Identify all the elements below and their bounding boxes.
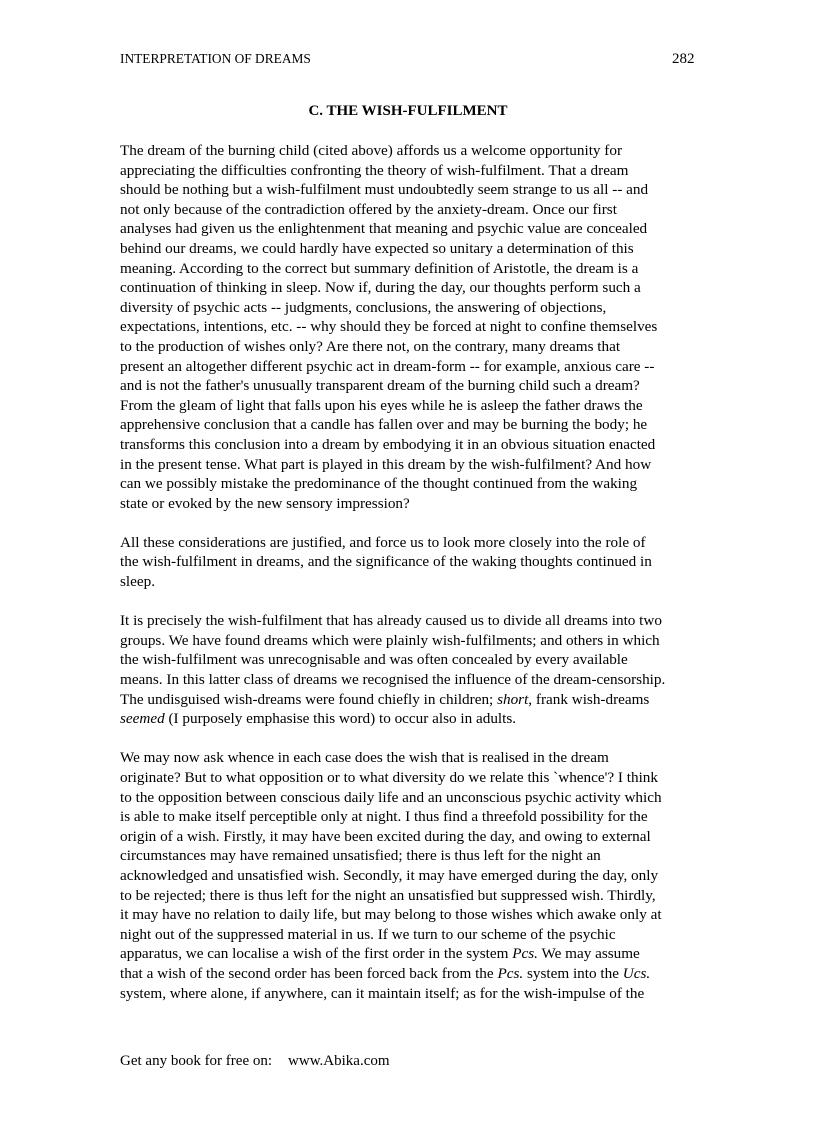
text-line: circumstances may have remained unsatisfied; there is thus left for the night an bbox=[120, 847, 601, 865]
text-line: the wish-fulfilment was unrecognisable and was often concealed by every available bbox=[120, 651, 628, 669]
text-line: can we possibly mistake the predominance of the thought continued from the waking bbox=[120, 475, 638, 493]
text-run: system into the bbox=[523, 964, 623, 982]
text-line: to be rejected; there is thus left for the night an unsatisfied but suppressed wish. Thirdly, bbox=[120, 886, 656, 904]
text-line: in the present tense. What part is played in this dream by the wish-fulfilment? And how bbox=[120, 455, 652, 473]
footer bbox=[120, 1053, 390, 1070]
emphasis-pcs: Pcs. bbox=[512, 945, 538, 963]
emphasis-short: short bbox=[497, 690, 529, 708]
text-run: (I purposely emphasise this word) to occur also in adults. bbox=[168, 710, 517, 728]
text-line: the wish-fulfilment in dreams, and the significance of the waking thoughts continued in bbox=[120, 553, 652, 571]
text-line: originate? But to what opposition or to what diversity do we relate this `whence'? I think bbox=[120, 769, 658, 786]
text-line: it may have no relation to daily life, but may belong to those wishes which awake only at bbox=[120, 906, 662, 924]
text-run: that a wish of the second order has been forced back from the bbox=[120, 964, 498, 982]
page-number: 282 bbox=[672, 51, 695, 67]
text-run: apparatus, we can localise a wish of the first order in the system bbox=[120, 945, 513, 963]
emphasis-seemed: seemed bbox=[120, 710, 165, 728]
paragraph-4 bbox=[120, 748, 700, 1003]
text-line bbox=[120, 944, 700, 964]
text-line: should be nothing but a wish-fulfilment must undoubtedly seem strange to us all -- and bbox=[120, 181, 649, 199]
text-line: expectations, intentions, etc. -- why should they be forced at night to confine themselves bbox=[120, 318, 658, 336]
text-line: night out of the suppressed material in us. If we turn to our scheme of the psychic bbox=[120, 925, 616, 943]
text-line: continuation of thinking in sleep. Now if, during the day, our thoughts perform such a bbox=[120, 279, 641, 297]
text-line: sleep. bbox=[120, 573, 156, 591]
text-line bbox=[120, 690, 700, 710]
text-line: meaning. According to the correct but summary definition of Aristotle, the dream is a bbox=[120, 259, 639, 277]
text-line bbox=[120, 964, 700, 984]
text-run: The undisguised wish-dreams were found chiefly in children; bbox=[120, 690, 498, 708]
text-line: and is not the father's unusually transparent dream of the burning child such a dream? bbox=[120, 377, 640, 395]
running-title: INTERPRETATION OF DREAMS bbox=[120, 51, 311, 66]
body-text bbox=[120, 141, 700, 1023]
paragraph-2 bbox=[120, 533, 700, 592]
text-line: means. In this latter class of dreams we recognised the influence of the dream-censorship. bbox=[120, 671, 666, 689]
text-line: apprehensive conclusion that a candle has fallen over and may be burning the body; he bbox=[120, 416, 648, 434]
text-run: , frank wish-dreams bbox=[528, 690, 650, 708]
footer-url: www.Abika.com bbox=[288, 1053, 390, 1069]
text-line: present an altogether different psychic act in dream-form -- for example, anxious care -- bbox=[120, 357, 655, 375]
text-line: The dream of the burning child (cited above) affords us a welcome opportunity for bbox=[120, 142, 623, 159]
emphasis-pcs: Pcs. bbox=[497, 964, 524, 982]
text-line: analyses had given us the enlightenment that meaning and psychic value are concealed bbox=[120, 220, 648, 238]
text-line: diversity of psychic acts -- judgments, conclusions, the answering of objections, bbox=[120, 298, 607, 316]
text-line: transforms this conclusion into a dream by embodying it in an obvious situation enacted bbox=[120, 435, 656, 453]
text-line: to the production of wishes only? Are there not, on the contrary, many dreams that bbox=[120, 337, 621, 355]
text-line: behind our dreams, we could hardly have expected so unitary a determination of this bbox=[120, 239, 634, 257]
text-line: It is precisely the wish-fulfilment that has already caused us to divide all dreams into two bbox=[120, 612, 662, 630]
paragraph-3 bbox=[120, 611, 700, 729]
text-run: We may assume bbox=[537, 945, 640, 963]
paragraph-1 bbox=[120, 141, 700, 513]
text-line: system, where alone, if anywhere, can it maintain itself; as for the wish-impulse of the bbox=[120, 984, 645, 1002]
text-line: appreciating the difficulties confronting the theory of wish-fulfilment. That a dream bbox=[120, 161, 629, 179]
text-line: origin of a wish. Firstly, it may have been excited during the day, and owing to external bbox=[120, 827, 651, 845]
text-line: not only because of the contradiction offered by the anxiety-dream. Once our first bbox=[120, 200, 617, 218]
emphasis-ucs: Ucs. bbox=[622, 964, 651, 982]
text-line: All these considerations are justified, and force us to look more closely into the role of bbox=[120, 533, 646, 551]
text-line: From the gleam of light that falls upon his eyes while he is asleep the father draws the bbox=[120, 396, 643, 414]
footer-label: Get any book for free on: bbox=[120, 1053, 273, 1069]
text-line: to the opposition between conscious daily life and an unconscious psychic activity which bbox=[120, 788, 662, 806]
text-line: We may now ask whence in each case does the wish that is realised in the dream bbox=[120, 749, 609, 767]
section-title: C. THE WISH-FULFILMENT bbox=[308, 103, 508, 119]
text-line: is able to make itself perceptible only at night. I thus find a threefold possibility for the bbox=[120, 808, 648, 826]
text-line bbox=[120, 709, 700, 729]
text-line: acknowledged and unsatisfied wish. Secondly, it may have emerged during the day, only bbox=[120, 866, 659, 884]
text-line: state or evoked by the new sensory impression? bbox=[120, 494, 410, 512]
text-line: groups. We have found dreams which were plainly wish-fulfilments; and others in which bbox=[120, 631, 660, 649]
